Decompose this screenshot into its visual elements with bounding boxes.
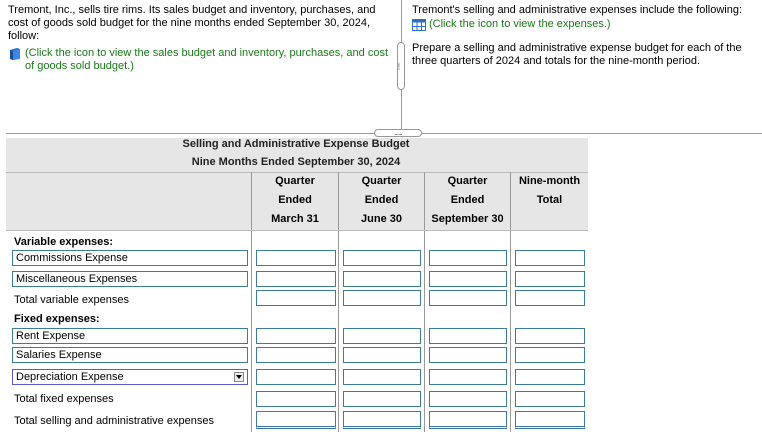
vertical-resize-handle[interactable]: ...... [397, 42, 405, 90]
book-icon[interactable] [8, 47, 22, 61]
col-sep-4 [510, 172, 511, 432]
salaries-q1-input[interactable] [256, 347, 336, 363]
total-fixed-total-input[interactable] [515, 391, 585, 407]
commissions-expense-field[interactable]: Commissions Expense [12, 250, 248, 266]
total-variable-q3-input[interactable] [429, 290, 507, 306]
fixed-expenses-header: Fixed expenses: [14, 313, 100, 325]
commissions-q2-input[interactable] [343, 250, 421, 266]
depreciation-total-input[interactable] [515, 369, 585, 385]
total-variable-total-input[interactable] [515, 290, 585, 306]
instruction-text: Prepare a selling and administrative expense budget for each of the three quarters of 2024 and totals for the nine-month period. [412, 42, 742, 67]
total-sa-q1-input[interactable] [256, 411, 336, 429]
col-header-total: Nine-month Total [518, 175, 581, 206]
expenses-link[interactable] [412, 18, 757, 31]
rent-expense-field[interactable]: Rent Expense [12, 328, 248, 344]
left-intro-text: Tremont, Inc., sells tire rims. Its sales budget and inventory, purchases, and cost of goods sold budget for the nine months ended September 30, 2024, follow: [8, 4, 376, 42]
rent-total-input[interactable] [515, 328, 585, 344]
col-header-q2: Quarter Ended June 30 [361, 175, 402, 225]
total-variable-label: Total variable expenses [14, 294, 129, 306]
table-subtitle: Nine Months Ended September 30, 2024 [191, 156, 401, 168]
total-sa-label: Total selling and administrative expenses [14, 415, 214, 427]
commissions-q3-input[interactable] [429, 250, 507, 266]
misc-q1-input[interactable] [256, 271, 336, 287]
total-fixed-label: Total fixed expenses [14, 393, 114, 405]
salaries-q2-input[interactable] [343, 347, 421, 363]
right-instructions [412, 4, 757, 68]
total-fixed-q2-input[interactable] [343, 391, 421, 407]
header-bottom-rule [6, 230, 588, 231]
depreciation-expense-select[interactable] [12, 369, 248, 385]
table-title: Selling and Administrative Expense Budget [182, 138, 410, 150]
dropdown-arrow-icon[interactable] [234, 372, 244, 382]
col-header-q1: Quarter Ended March 31 [271, 175, 319, 225]
miscellaneous-expenses-field[interactable]: Miscellaneous Expenses [12, 271, 248, 287]
horizontal-resize-handle[interactable]: ...... [374, 129, 422, 137]
total-sa-q2-input[interactable] [343, 411, 421, 429]
depreciation-q3-input[interactable] [429, 369, 507, 385]
commissions-q1-input[interactable] [256, 250, 336, 266]
total-sa-total-input[interactable] [515, 411, 585, 429]
right-intro-text: Tremont's selling and administrative expenses include the following: [412, 4, 743, 16]
misc-q3-input[interactable] [429, 271, 507, 287]
total-fixed-q3-input[interactable] [429, 391, 507, 407]
salaries-total-input[interactable] [515, 347, 585, 363]
sales-budget-link-text[interactable]: (Click the icon to view the sales budget and inventory, purchases, and cost of goods sold budget.) [25, 47, 388, 72]
depreciation-expense-value: Depreciation Expense [16, 371, 124, 383]
salaries-expense-field[interactable]: Salaries Expense [12, 347, 248, 363]
expenses-link-text[interactable]: (Click the icon to view the expenses.) [429, 18, 611, 30]
commissions-total-input[interactable] [515, 250, 585, 266]
misc-total-input[interactable] [515, 271, 585, 287]
total-sa-q3-input[interactable] [429, 411, 507, 429]
col-header-q3: Quarter Ended September 30 [431, 175, 504, 225]
total-fixed-q1-input[interactable] [256, 391, 336, 407]
table-grid-icon[interactable] [412, 19, 426, 31]
salaries-q3-input[interactable] [429, 347, 507, 363]
rent-q1-input[interactable] [256, 328, 336, 344]
rent-q2-input[interactable] [343, 328, 421, 344]
rent-q3-input[interactable] [429, 328, 507, 344]
depreciation-q2-input[interactable] [343, 369, 421, 385]
variable-expenses-header: Variable expenses: [14, 236, 114, 248]
total-variable-q2-input[interactable] [343, 290, 421, 306]
sales-budget-link[interactable] [8, 47, 393, 73]
total-variable-q1-input[interactable] [256, 290, 336, 306]
misc-q2-input[interactable] [343, 271, 421, 287]
left-instructions [8, 4, 393, 73]
depreciation-q1-input[interactable] [256, 369, 336, 385]
